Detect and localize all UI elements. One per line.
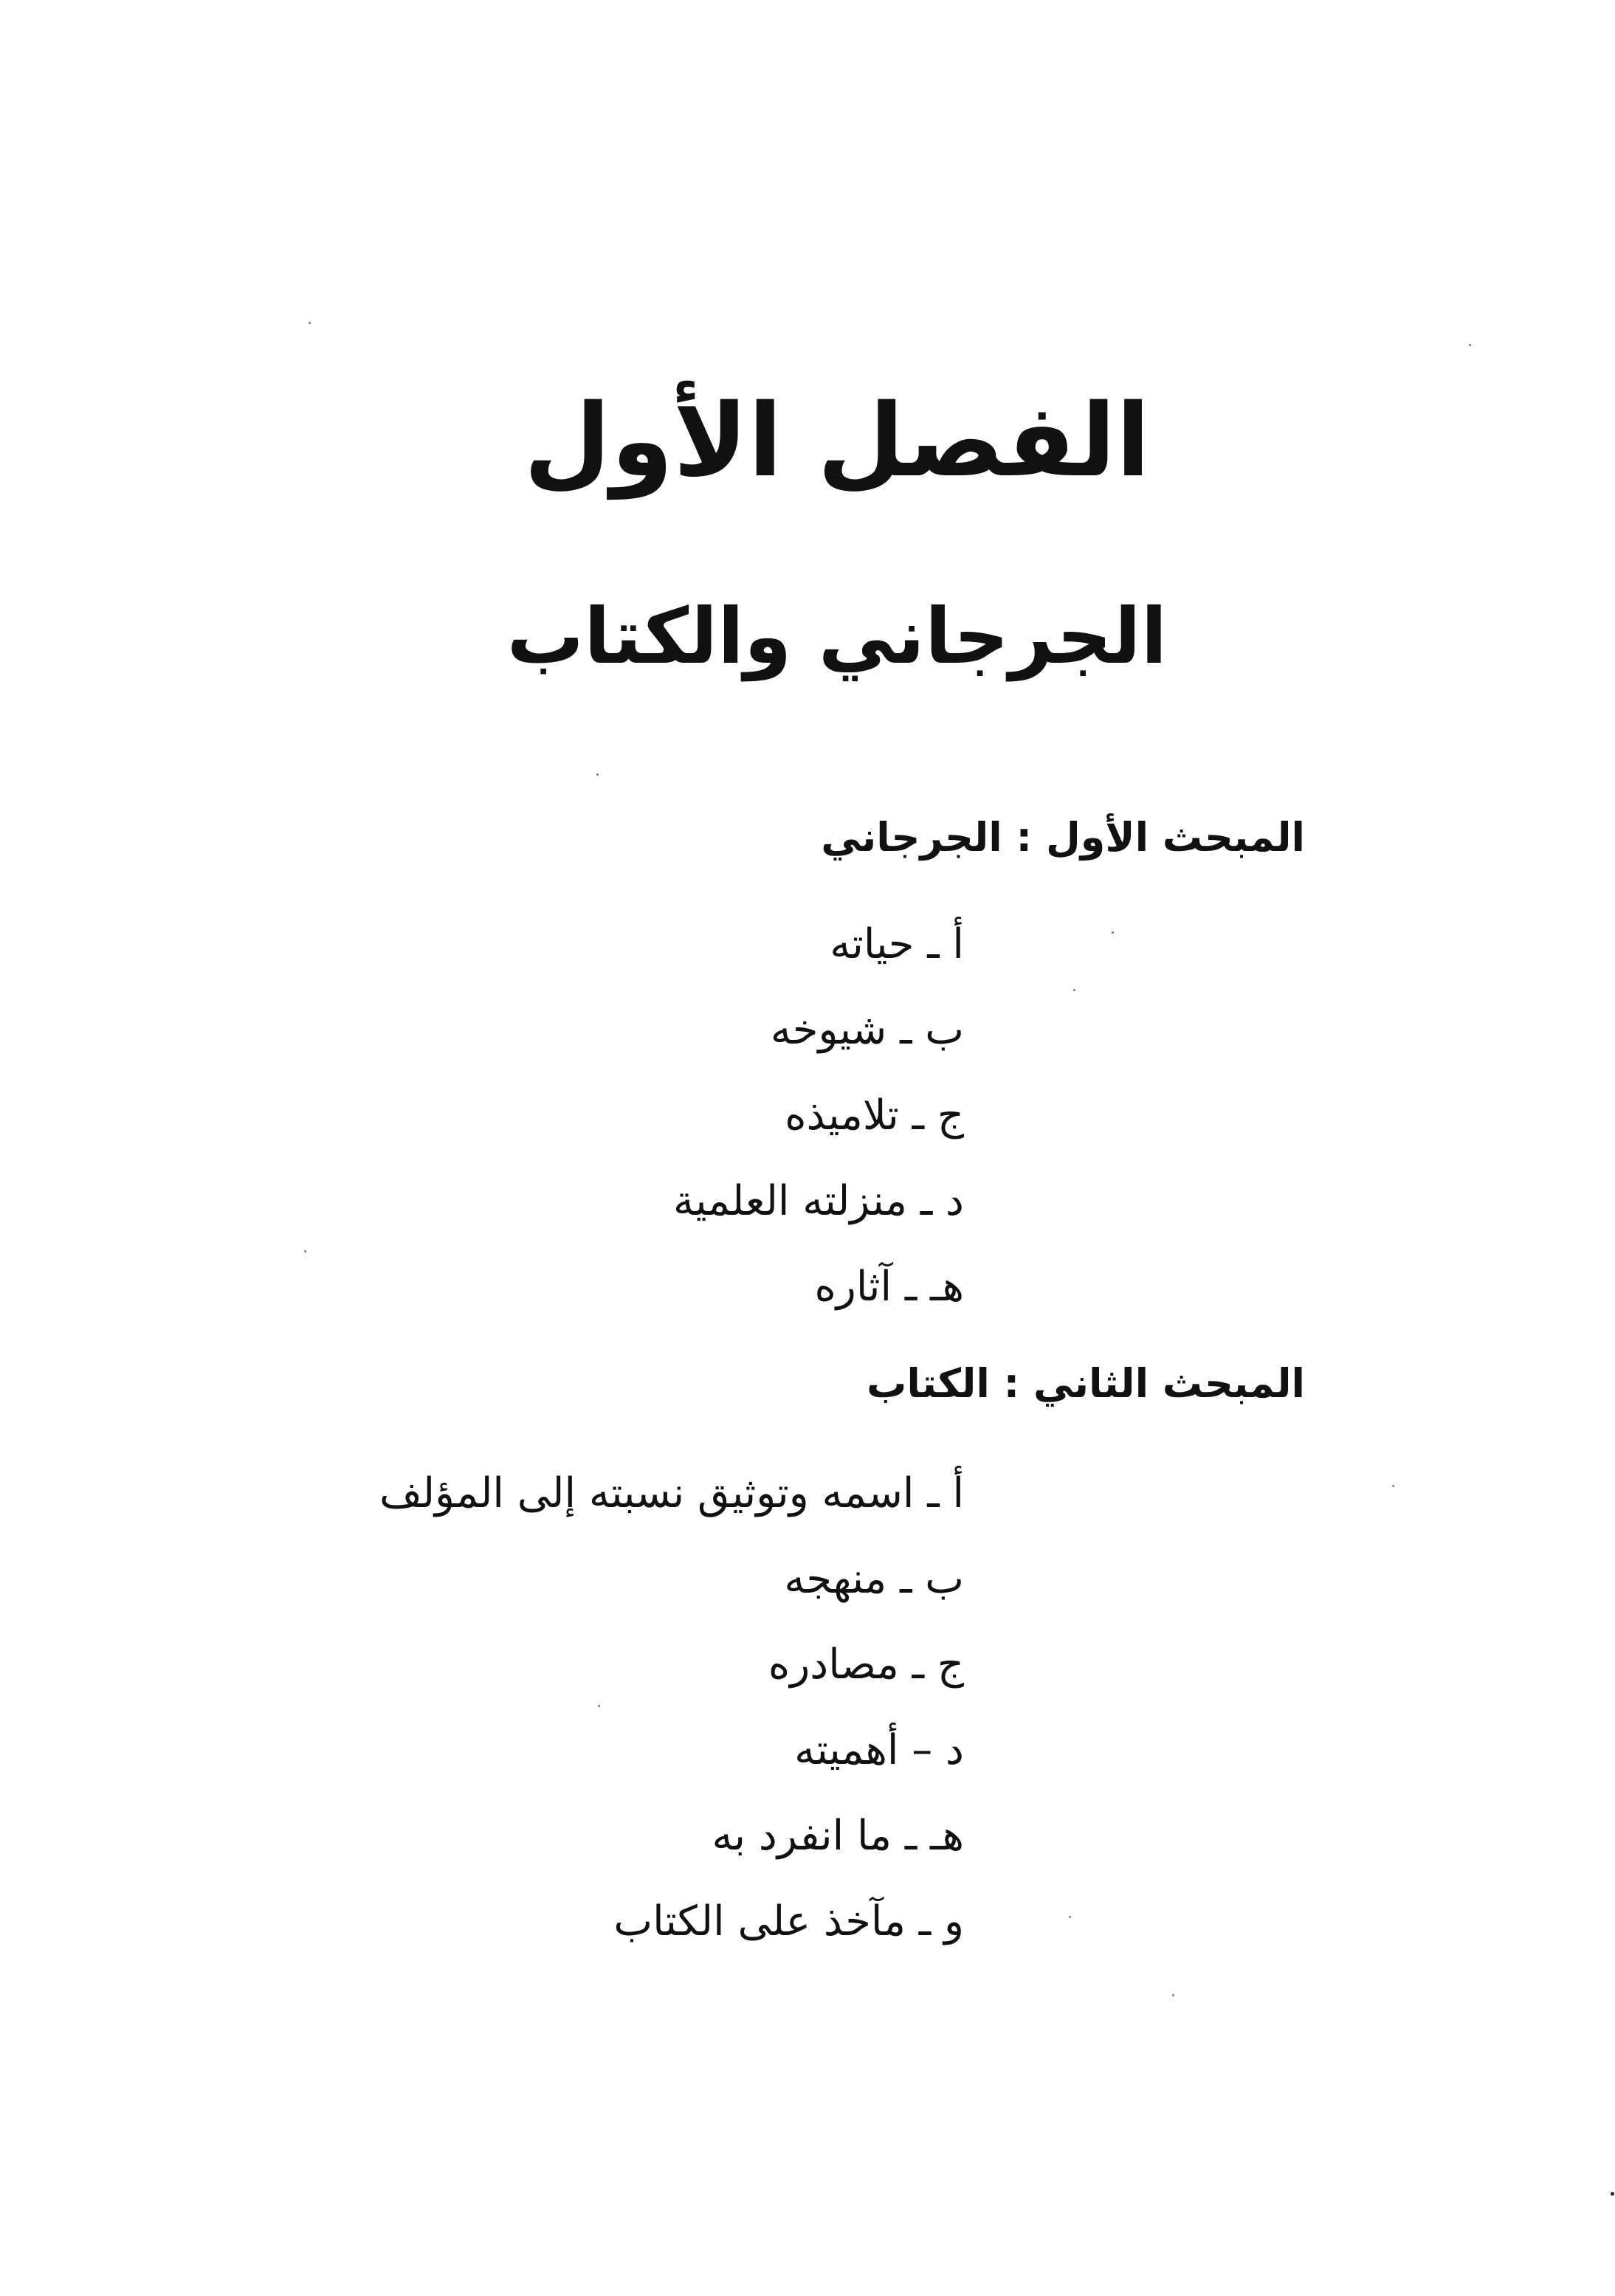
section-heading-1: المبحث الأول : الجرجاني — [821, 814, 1305, 861]
list-item: هـ ـ آثاره — [814, 1263, 964, 1311]
scan-speck — [1112, 931, 1114, 934]
list-item: ب ـ شيوخه — [770, 1006, 964, 1054]
scan-speck — [1172, 1994, 1174, 1996]
list-item: و ـ مآخذ على الكتاب — [613, 1897, 964, 1945]
list-item: أ ـ اسمه وتوثيق نسبته إلى المؤلف — [379, 1469, 964, 1517]
scan-speck — [309, 322, 311, 324]
list-item: ج ـ مصادره — [768, 1641, 964, 1689]
scan-speck — [598, 1705, 600, 1707]
scan-speck — [1069, 1916, 1071, 1918]
list-item: أ ـ حياته — [830, 920, 964, 968]
list-item: د ـ منزلته العلمية — [673, 1177, 964, 1225]
list-item: د – أهميته — [794, 1726, 964, 1774]
scan-speck — [304, 1250, 306, 1252]
section-heading-2: المبحث الثاني : الكتاب — [867, 1360, 1305, 1407]
chapter-subtitle: الجرجاني والكتاب — [506, 591, 1168, 681]
scan-speck — [1469, 344, 1471, 346]
list-item: ب ـ منهجه — [784, 1555, 964, 1603]
chapter-title: الفصل الأول — [523, 383, 1151, 500]
scan-speck — [1073, 989, 1075, 991]
list-item: هـ ـ ما انفرد به — [712, 1812, 964, 1860]
scan-speck — [596, 773, 599, 776]
scan-speck — [1392, 1485, 1394, 1487]
scan-speck — [1611, 2192, 1614, 2196]
list-item: ج ـ تلاميذه — [785, 1092, 964, 1140]
